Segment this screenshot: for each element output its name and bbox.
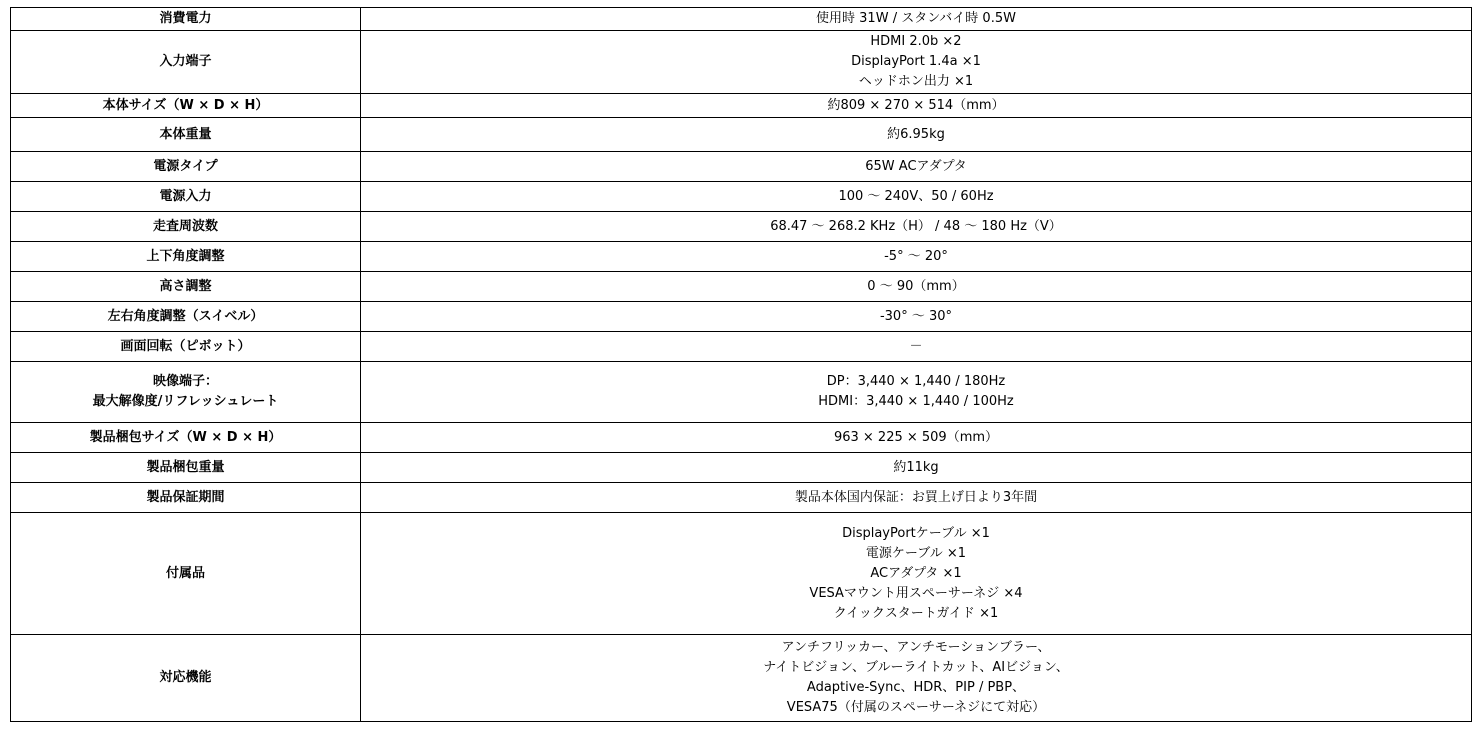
spec-value-line: 963 × 225 × 509（mm） [833, 429, 999, 445]
spec-value-line: DisplayPort 1.4a ×1 [851, 54, 981, 69]
spec-label [11, 8, 361, 31]
spec-value-line: ACアダプタ ×1 [870, 565, 962, 581]
spec-label [11, 453, 361, 483]
spec-value-line: 約6.95kg [887, 126, 945, 142]
spec-value-line: VESAマウント用スペーサーネジ ×4 [809, 585, 1023, 601]
spec-label-text: 付属品 [165, 565, 205, 581]
spec-value [361, 423, 1472, 453]
table-row [11, 423, 1472, 453]
spec-value-line: ナイトビジョン、ブルーライトカット、AIビジョン、 [763, 660, 1069, 675]
spec-label-text: 映像端子： 最大解像度/リフレッシュレート [92, 374, 279, 409]
spec-value-line: DP：3,440 × 1,440 / 180Hz [826, 374, 1006, 389]
spec-value-line: 約11kg [893, 459, 939, 475]
table-row [11, 483, 1472, 513]
table-row [11, 362, 1472, 423]
spec-label-text: 入力端子 [159, 54, 212, 69]
spec-label-text: 消費電力 [159, 11, 212, 26]
spec-value-line: ヘッドホン出力 ×1 [858, 74, 974, 89]
spec-value [361, 453, 1472, 483]
spec-value-line: HDMI 2.0b ×2 [870, 34, 962, 49]
spec-label [11, 242, 361, 272]
table-row [11, 212, 1472, 242]
spec-value [361, 94, 1472, 118]
table-row [11, 242, 1472, 272]
spec-value-line: 100 ～ 240V、50 / 60Hz [838, 188, 994, 204]
spec-label-text: 画面回転（ピボット） [120, 338, 251, 354]
spec-value [361, 212, 1472, 242]
spec-label [11, 31, 361, 94]
spec-value [361, 8, 1472, 31]
spec-label-text: 製品保証期間 [146, 489, 225, 505]
spec-value-line: クイックスタートガイド ×1 [833, 605, 999, 621]
spec-value [361, 272, 1472, 302]
spec-label-text: 走査周波数 [152, 218, 218, 234]
spec-value [361, 332, 1472, 362]
spec-label [11, 362, 361, 423]
spec-value [361, 483, 1472, 513]
table-row [11, 453, 1472, 483]
spec-label [11, 423, 361, 453]
spec-value-line: 約809 × 270 × 514（mm） [827, 97, 1005, 113]
table-row [11, 8, 1472, 31]
spec-label-text: 上下角度調整 [146, 248, 225, 264]
spec-value-line: -30° ～ 30° [879, 308, 953, 324]
spec-label [11, 635, 361, 722]
spec-value-line: HDMI：3,440 × 1,440 / 100Hz [818, 394, 1014, 409]
spec-label [11, 302, 361, 332]
spec-value-line: 68.47 ～ 268.2 KHz（H） / 48 ～ 180 Hz（V） [770, 218, 1062, 234]
spec-value-line: 0 ～ 90（mm） [867, 278, 965, 294]
table-row [11, 332, 1472, 362]
table-row [11, 182, 1472, 212]
table-row [11, 635, 1472, 722]
table-row [11, 152, 1472, 182]
spec-label [11, 118, 361, 152]
spec-value-line: Adaptive-Sync、HDR、PIP / PBP、 [806, 680, 1026, 695]
spec-label-text: 対応機能 [159, 670, 212, 685]
spec-value [361, 362, 1472, 423]
spec-label-text: 左右角度調整（スイベル） [107, 308, 264, 324]
spec-value [361, 513, 1472, 635]
table-row [11, 272, 1472, 302]
spec-value-line: DisplayPortケーブル ×1 [842, 525, 990, 541]
spec-value-line: アンチフリッカー、アンチモーションブラー、 [781, 640, 1051, 655]
spec-label [11, 94, 361, 118]
spec-label-text: 高さ調整 [159, 278, 212, 294]
table-row [11, 118, 1472, 152]
table-row [11, 31, 1472, 94]
spec-value [361, 182, 1472, 212]
spec-label-text: 本体重量 [159, 126, 212, 142]
spec-label-text: 電源入力 [159, 188, 212, 204]
spec-value-line: 使用時 31W / スタンバイ時 0.5W [816, 11, 1016, 26]
spec-label [11, 332, 361, 362]
spec-value [361, 242, 1472, 272]
spec-value [361, 152, 1472, 182]
spec-label-text: 本体サイズ（W × D × H） [102, 97, 269, 113]
spec-label-text: 製品梱包サイズ（W × D × H） [89, 429, 282, 445]
spec-label [11, 513, 361, 635]
spec-value-line: -5° ～ 20° [884, 248, 948, 264]
spec-value [361, 118, 1472, 152]
spec-label [11, 212, 361, 242]
spec-value-line: － [909, 338, 923, 354]
spec-table [10, 7, 1472, 722]
table-row [11, 302, 1472, 332]
spec-label [11, 483, 361, 513]
spec-value-line: 製品本体国内保証：お買上げ日より3年間 [794, 489, 1038, 505]
table-row [11, 513, 1472, 635]
spec-label [11, 152, 361, 182]
spec-label-text: 電源タイプ [153, 158, 218, 174]
spec-value-line: 65W ACアダプタ [865, 158, 967, 174]
spec-value [361, 31, 1472, 94]
spec-label [11, 182, 361, 212]
spec-value [361, 635, 1472, 722]
spec-value-line: 電源ケーブル ×1 [865, 545, 967, 561]
spec-label [11, 272, 361, 302]
spec-value [361, 302, 1472, 332]
table-row [11, 94, 1472, 118]
spec-label-text: 製品梱包重量 [146, 459, 225, 475]
spec-value-line: VESA75（付属のスペーサーネジにて対応） [786, 700, 1046, 715]
